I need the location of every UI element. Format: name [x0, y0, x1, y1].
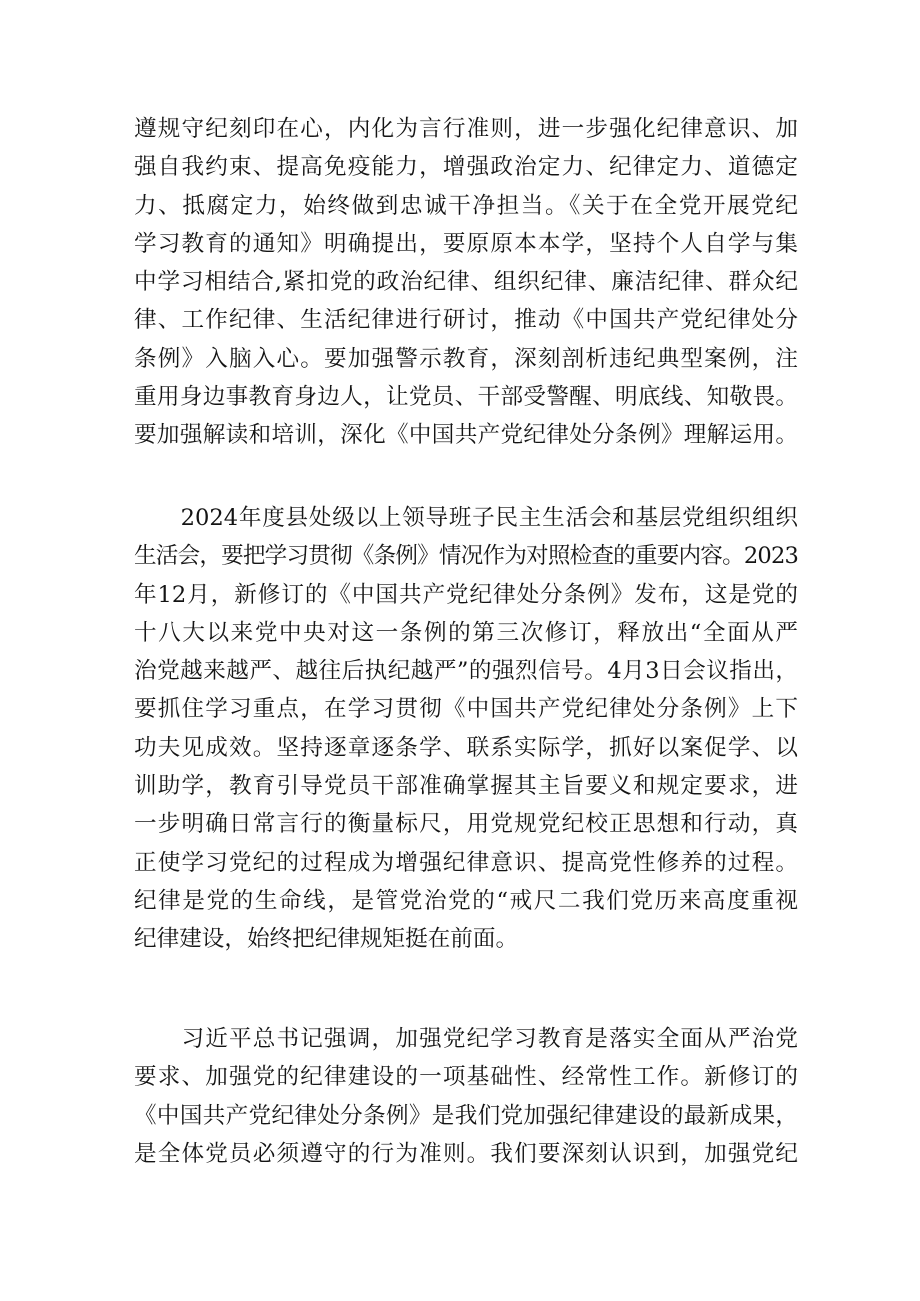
text-line: 强自我约束、提高免疫能力，增强政治定力、纪律定力、道德定 — [134, 154, 798, 181]
text-line: 纪律建设，始终把纪律规矩挺在前面。 — [134, 926, 519, 953]
text-line: 正使学习党纪的过程成为增强纪律意识、提高党性修养的过程。 — [134, 849, 798, 876]
text-line: 学习教育的通知》明确提出，要原原本本学，坚持个人自学与集 — [134, 230, 798, 257]
text-line: 条例》入脑入心。要加强警示教育，深刻剖析违纪典型案例，注 — [134, 345, 798, 372]
text-line: 要抓住学习重点，在学习贯彻《中国共产党纪律处分条例》上下 — [134, 696, 798, 723]
paragraph-3 — [134, 1020, 798, 1173]
text-line: 力、抵腐定力，始终做到忠诚干净担当。《关于在全党开展党纪 — [134, 192, 798, 219]
text-line: 年12月，新修订的《中国共产党纪律处分条例》发布，这是党的 — [134, 581, 798, 608]
text-line: 重用身边事教育身边人，让党员、干部受警醒、明底线、知敬畏。 — [134, 384, 798, 411]
text-line: 要加强解读和培训，深化《中国共产党纪律处分条例》理解运用。 — [134, 422, 798, 449]
text-line: 一步明确日常言行的衡量标尺，用党规党纪校正思想和行动，真 — [134, 811, 798, 838]
text-line: 律、工作纪律、生活纪律进行研讨，推动《中国共产党纪律处分 — [134, 307, 798, 334]
text-line: 功夫见成效。坚持逐章逐条学、联系实际学，抓好以案促学、以 — [134, 734, 798, 761]
text-line: 要求、加强党的纪律建设的一项基础性、经常性工作。新修订的 — [134, 1064, 798, 1091]
text-line: 《中国共产党纪律处分条例》是我们党加强纪律建设的最新成果， — [134, 1102, 798, 1129]
text-line: 十八大以来党中央对这一条例的第三次修订，释放出“全面从严 — [134, 619, 798, 646]
paragraph-2 — [134, 499, 798, 959]
text-line: 治党越来越严、越往后执纪越严”的强烈信号。4月3日会议指出， — [134, 658, 798, 685]
text-line: 是全体党员必须遵守的行为准则。我们要深刻认识到，加强党纪 — [134, 1140, 798, 1167]
text-line: 训助学，教育引导党员干部准确掌握其主旨要义和规定要求，进 — [134, 773, 798, 800]
text-line: 遵规守纪刻印在心，内化为言行准则，进一步强化纪律意识、加 — [134, 116, 798, 142]
text-line: 生活会，要把学习贯彻《条例》情况作为对照检查的重要内容。2023 — [134, 543, 799, 570]
text-line: 中学习相结合,紧扣党的政治纪律、组织纪律、廉洁纪律、群众纪 — [134, 269, 798, 296]
text-line: 纪律是党的生命线，是管党治党的“戒尺二我们党历来高度重视 — [134, 887, 798, 914]
text-line: 习近平总书记强调，加强党纪学习教育是落实全面从严治党 — [134, 1026, 798, 1052]
paragraph-1 — [134, 110, 798, 455]
text-line: 2024年度县处级以上领导班子民主生活会和基层党组织组织 — [134, 505, 798, 531]
